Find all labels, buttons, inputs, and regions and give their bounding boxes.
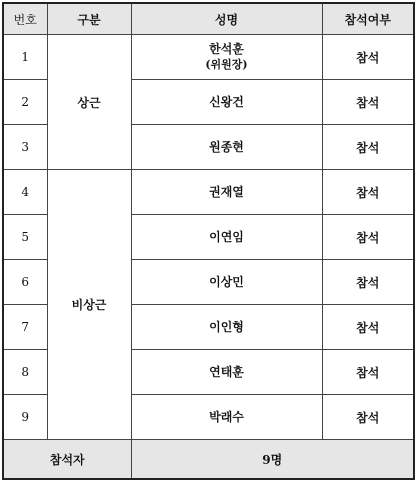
- header-no: 번호: [3, 3, 47, 35]
- table-row: [3, 35, 414, 80]
- footer-label: 참석자: [3, 440, 131, 480]
- row-number: 1: [3, 35, 47, 80]
- row-number: 9: [3, 395, 47, 440]
- member-name: 권재열: [131, 170, 322, 215]
- attendance-status: 참석: [322, 350, 414, 395]
- attendance-status: 참석: [322, 260, 414, 305]
- member-name: 원종현: [131, 125, 322, 170]
- member-name: 신왕건: [131, 80, 322, 125]
- attendance-status: 참석: [322, 80, 414, 125]
- row-number: 3: [3, 125, 47, 170]
- row-number: 5: [3, 215, 47, 260]
- header-attendance: 참석여부: [322, 3, 414, 35]
- table-header-row: [3, 3, 414, 35]
- member-name: 이상민: [131, 260, 322, 305]
- category-cell: 상근: [47, 35, 131, 170]
- member-name: 이연임: [131, 215, 322, 260]
- attendance-status: 참석: [322, 395, 414, 440]
- attendance-table: [2, 2, 415, 480]
- attendance-status: 참석: [322, 215, 414, 260]
- member-name-cell: [131, 35, 322, 80]
- row-number: 8: [3, 350, 47, 395]
- member-role: (위원장): [205, 58, 248, 71]
- table-footer-row: [3, 440, 414, 480]
- table-row: [3, 170, 414, 215]
- footer-total: 9명: [131, 440, 414, 480]
- row-number: 4: [3, 170, 47, 215]
- attendance-status: 참석: [322, 35, 414, 80]
- attendance-status: 참석: [322, 170, 414, 215]
- row-number: 7: [3, 305, 47, 350]
- member-name: 한석훈: [209, 42, 244, 56]
- header-category: 구분: [47, 3, 131, 35]
- attendance-status: 참석: [322, 125, 414, 170]
- member-name: 이인형: [131, 305, 322, 350]
- attendance-status: 참석: [322, 305, 414, 350]
- category-cell: 비상근: [47, 170, 131, 440]
- member-name: 박래수: [131, 395, 322, 440]
- row-number: 2: [3, 80, 47, 125]
- row-number: 6: [3, 260, 47, 305]
- header-name: 성명: [131, 3, 322, 35]
- member-name: 연태훈: [131, 350, 322, 395]
